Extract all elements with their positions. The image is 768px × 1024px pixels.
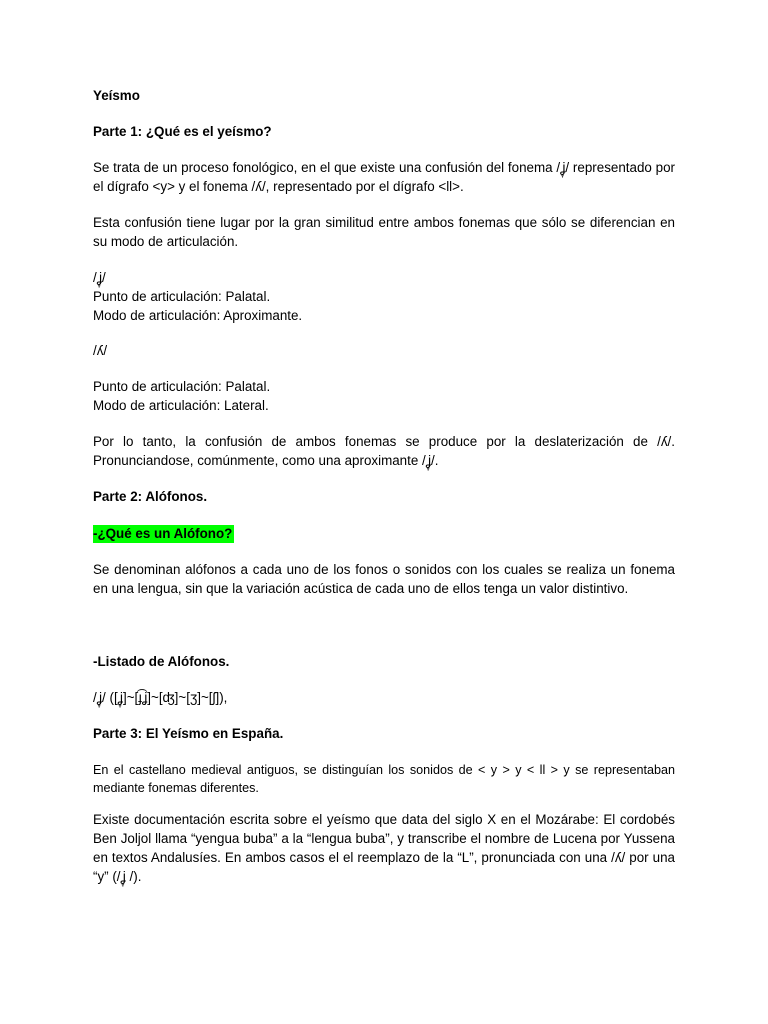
phoneme-2-symbol: /ʎ/ — [93, 343, 108, 358]
part3-paragraph-1: En el castellano medieval antiguos, se distinguían los sonidos de < y > y < ll > y se representaban mediante fonemas diferentes. — [93, 763, 675, 795]
phoneme-1-mode: Modo de articulación: Aproximante. — [93, 308, 303, 323]
part3-heading: Parte 3: El Yeísmo en España. — [93, 726, 284, 741]
document-title: Yeísmo — [93, 88, 140, 103]
part2-heading: Parte 2: Alófonos. — [93, 489, 208, 504]
part3-paragraph-2: Existe documentación escrita sobre el yeísmo que data del siglo X en el Mozárabe: El cordobés Ben Joljol llama “yengua buba” a la “lengua buba”, y transcribe el nombre de Lucena por Yussena en textos Andalusíes. En ambos casos el el reemplazo de la “L”, pronunciada con una /ʎ/ por una “y” (/ʝ̞ /). — [93, 812, 675, 884]
alofono-definition: Se denominan alófonos a cada uno de los fonos o sonidos con los cuales se realiza un fonema en una lengua, sin que la variación acústica de cada uno de ellos tenga un valor distintivo. — [93, 562, 675, 596]
phoneme-block-2 — [93, 377, 675, 415]
alofonos-list-heading: -Listado de Alófonos. — [93, 654, 230, 669]
part1-paragraph-1: Se trata de un proceso fonológico, en el que existe una confusión del fonema /ʝ̞/ representado por el dígrafo <y> y el fonema /ʎ/, representado por el dígrafo <ll>. — [93, 160, 675, 194]
phoneme-1-point: Punto de articulación: Palatal. — [93, 289, 271, 304]
alofono-question — [93, 524, 675, 543]
alofonos-list: /ʝ̞/ ([ʝ̞]~[ɟ͡ʝ]~[ʤ]~[ʒ]~[ʃ]), — [93, 690, 228, 705]
part1-paragraph-2: Esta confusión tiene lugar por la gran similitud entre ambos fonemas que sólo se diferencian en su modo de articulación. — [93, 215, 675, 249]
phoneme-1-symbol: /ʝ̞/ — [93, 270, 106, 285]
phoneme-2-mode: Modo de articulación: Lateral. — [93, 398, 269, 413]
phoneme-2-point: Punto de articulación: Palatal. — [93, 379, 271, 394]
part1-heading: Parte 1: ¿Qué es el yeísmo? — [93, 124, 272, 139]
phoneme-block-1 — [93, 268, 675, 325]
highlighted-question: -¿Qué es un Alófono? — [93, 526, 233, 541]
part1-paragraph-3: Por lo tanto, la confusión de ambos fonemas se produce por la deslaterización de /ʎ/. Pronunciandose, comúnmente, como una aproximante /ʝ̞/. — [93, 434, 675, 468]
